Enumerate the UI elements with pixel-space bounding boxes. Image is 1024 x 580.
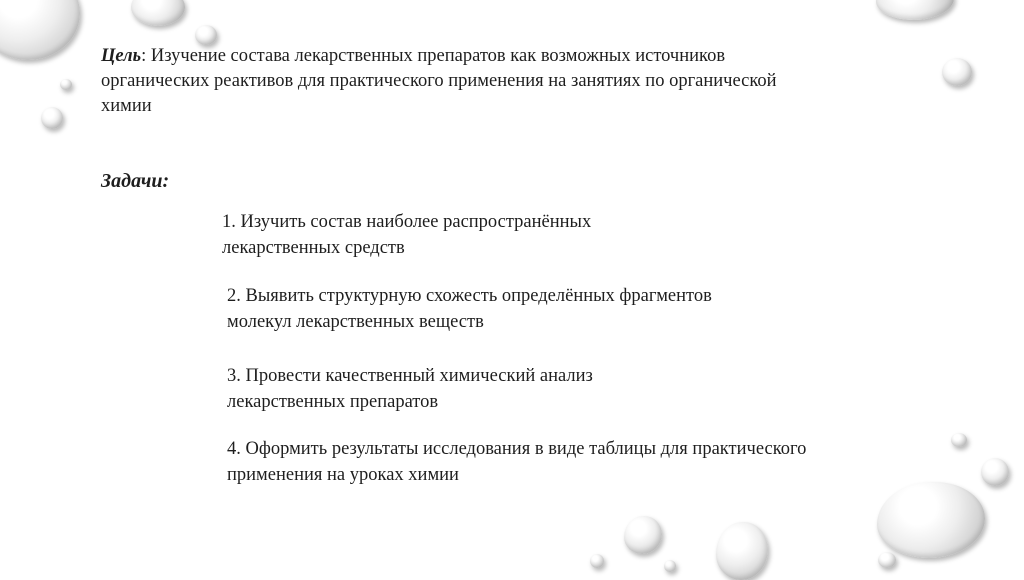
water-drop-decoration: [0, 0, 80, 60]
task-item-2: 2. Выявить структурную схожесть определённых фрагментов молекул лекарственных веществ: [227, 286, 712, 332]
water-drop-decoration: [878, 552, 896, 568]
water-drop-decoration: [624, 516, 662, 554]
goal-label: Цель: [101, 46, 142, 66]
task-item-1: 1. Изучить состав наиболее распространённых лекарственных средств: [222, 212, 592, 258]
water-drop-decoration: [877, 482, 985, 558]
task-item-4: 4. Оформить результаты исследования в виде таблицы для практического применения на уроках химии: [227, 439, 807, 485]
water-drop-decoration: [590, 554, 604, 568]
tasks-heading: Задачи:: [101, 170, 170, 192]
goal-text: Изучение состава лекарственных препаратов как возможных источников органических реактивов для практического применения на занятиях по органической химии: [101, 46, 777, 116]
water-drop-decoration: [664, 560, 676, 572]
water-drop-decoration: [60, 79, 72, 90]
goal-paragraph: [101, 44, 821, 119]
goal-separator: :: [141, 46, 151, 66]
water-drop-decoration: [195, 25, 217, 45]
water-drop-decoration: [981, 458, 1009, 486]
water-drop-decoration: [951, 433, 967, 447]
task-item-3: 3. Провести качественный химический анализ лекарственных препаратов: [227, 366, 593, 412]
water-drop-decoration: [876, 0, 954, 20]
water-drop-decoration: [41, 107, 63, 129]
water-drop-decoration: [716, 522, 768, 580]
water-drop-decoration: [942, 58, 972, 86]
water-drop-decoration: [131, 0, 185, 26]
